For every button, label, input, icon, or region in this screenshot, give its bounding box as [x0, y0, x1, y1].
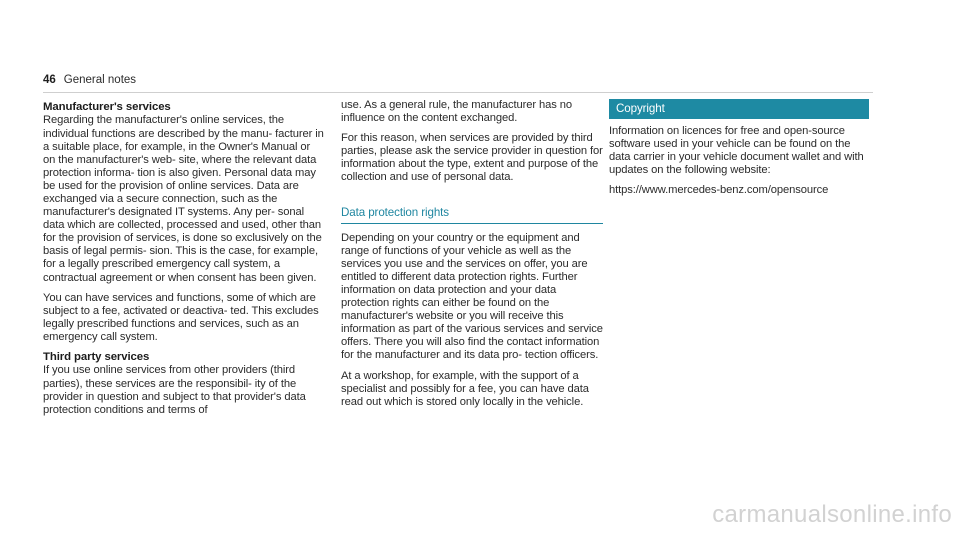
website-url: https://www.mercedes-benz.com/opensource: [609, 184, 829, 197]
column-middle: [341, 99, 603, 416]
paragraph: At a workshop, for example, with the support of a specialist and possibly for a fee, you can have data read out which is stored only locally in the vehicle.: [341, 369, 589, 408]
header-divider: [43, 92, 873, 93]
watermark: carmanualsonline.info: [712, 501, 952, 528]
column-left: [43, 101, 325, 424]
heading-manufacturer-services: Manufacturer's services: [43, 101, 171, 113]
paragraph: Depending on your country or the equipment and range of functions of your vehicle as well as the services you use and the services on offer, you are entitled to different data protection rights. Further information on data protection and your data protection rights can either be found on the manufacturer's website or you will receive this information as part of the various services and service offers. There you will also find the contact information for the manufacturer and its data pro- tection officers.: [341, 231, 603, 362]
heading-third-party-services: Third party services: [43, 351, 150, 363]
page-number: 46: [43, 74, 56, 86]
paragraph: For this reason, when services are provided by third parties, please ask the service provider in question for information about the type, extent and purpose of the collection and use of personal data.: [341, 132, 603, 184]
paragraph: You can have services and functions, some of which are subject to a fee, activated or deactiva- ted. This excludes legally prescribed functions and services, such as an emergency call system.: [43, 291, 319, 343]
paragraph: Regarding the manufacturer's online services, the individual functions are described by the manu- facturer in a suitable place, for example, in the Owner's Manual or on the manufacturer's web- site, where the relevant data protection informa- tion is also given. Personal data may be used for the provision of online services. Data are exchanged via a secure connection, such as the manufacturer's designated IT systems. Any per- sonal data which are collected, processed and used, other than for the provision of services, is done so exclusively on the basis of legal permis- sion. This is the case, for example, for a legally prescribed emergency call system, a contractual agreement or when consent has been given.: [43, 114, 324, 284]
heading-copyright: Copyright: [609, 99, 869, 119]
paragraph: Information on licences for free and open-source software used in your vehicle can be found on the data carrier in your vehicle document wallet and with updates on the following website:: [609, 125, 864, 177]
section-title: General notes: [63, 74, 137, 86]
paragraph: use. As a general rule, the manufacturer has no influence on the content exchanged.: [341, 99, 573, 125]
column-right: [609, 99, 869, 204]
paragraph: If you use online services from other providers (third parties), these services are the responsibil- ity of the provider in question and subject to that provider's data protection conditions and terms of: [43, 364, 306, 416]
heading-data-protection-rights: Data protection rights: [341, 206, 603, 224]
page-header: [43, 72, 136, 88]
